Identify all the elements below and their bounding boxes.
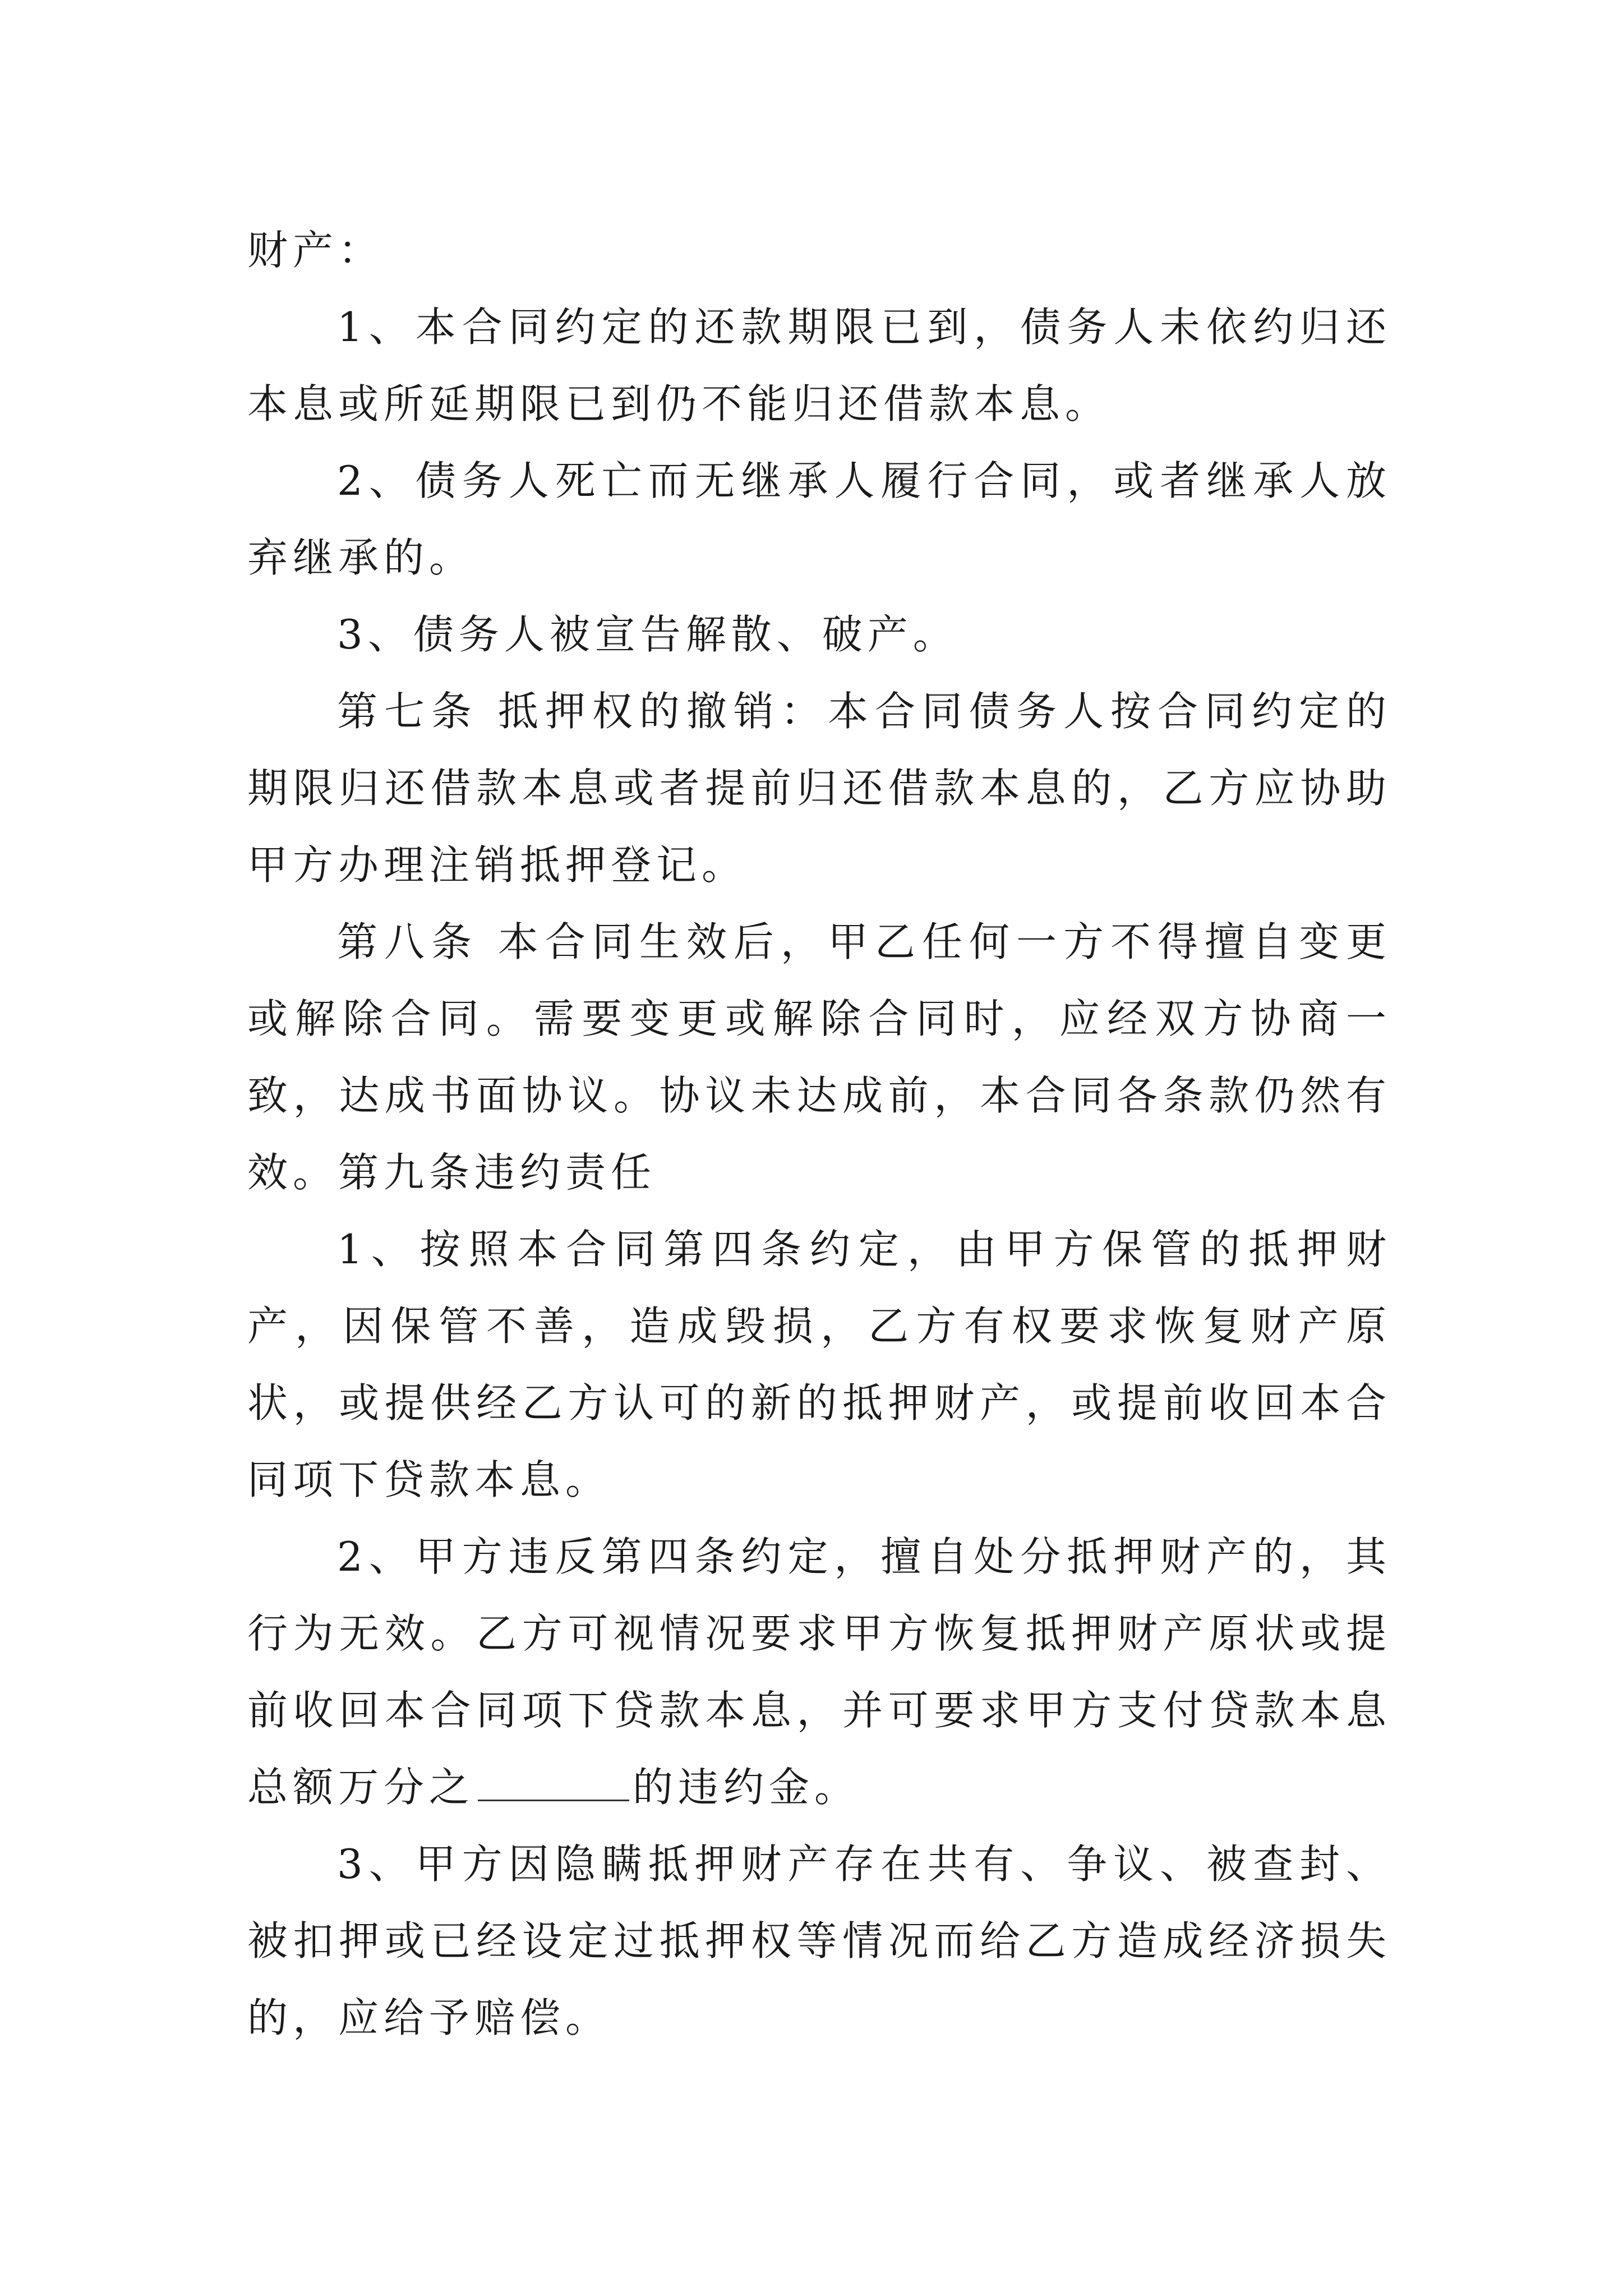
document-body <box>247 212 1391 2056</box>
paragraph-clause-2: 2、债务人死亡而无继承人履行合同，或者继承人放弃继承的。 <box>247 457 1391 581</box>
paragraph-property-heading: 财产： <box>247 227 384 274</box>
paragraph-article-7: 第七条 抵押权的撤销：本合同债务人按合同约定的期限归还借款本息或者提前归还借款本息的，乙方应协助甲方办理注销抵押登记。 <box>247 688 1391 889</box>
paragraph-clause-1: 1、本合同约定的还款期限已到，债务人未依约归还本息或所延期限已到仍不能归还借款本息。 <box>247 303 1391 427</box>
paragraph-breach-1: 1、按照本合同第四条约定，由甲方保管的抵押财产，因保管不善，造成毁损，乙方有权要求恢复财产原状，或提供经乙方认可的新的抵押财产，或提前收回本合同项下贷款本息。 <box>247 1226 1391 1503</box>
paragraph-breach-2 <box>247 1519 1391 1826</box>
breach-2-text: 2、甲方违反第四条约定，擅自处分抵押财产的，其行为无效。乙方可视情况要求甲方恢复抵押财产原状或提前收回本合同项下贷款本息，并可要求甲方支付贷款本息总额万分之 <box>247 1533 1391 1811</box>
paragraph-article-8: 第八条 本合同生效后，甲乙任何一方不得擅自变更或解除合同。需要变更或解除合同时，应经双方协商一致，达成书面协议。协议未达成前，本合同各条款仍然有效。第九条违约责任 <box>247 918 1391 1196</box>
fill-in-blank[interactable] <box>478 1766 629 1801</box>
paragraph-clause-3: 3、债务人被宣告解散、破产。 <box>337 611 958 658</box>
breach-2-text-end: 的违约金。 <box>633 1764 860 1811</box>
paragraph-breach-3: 3、甲方因隐瞒抵押财产存在共有、争议、被查封、被扣押或已经设定过抵押权等情况而给乙方造成经济损失的，应给予赔偿。 <box>247 1841 1391 2041</box>
